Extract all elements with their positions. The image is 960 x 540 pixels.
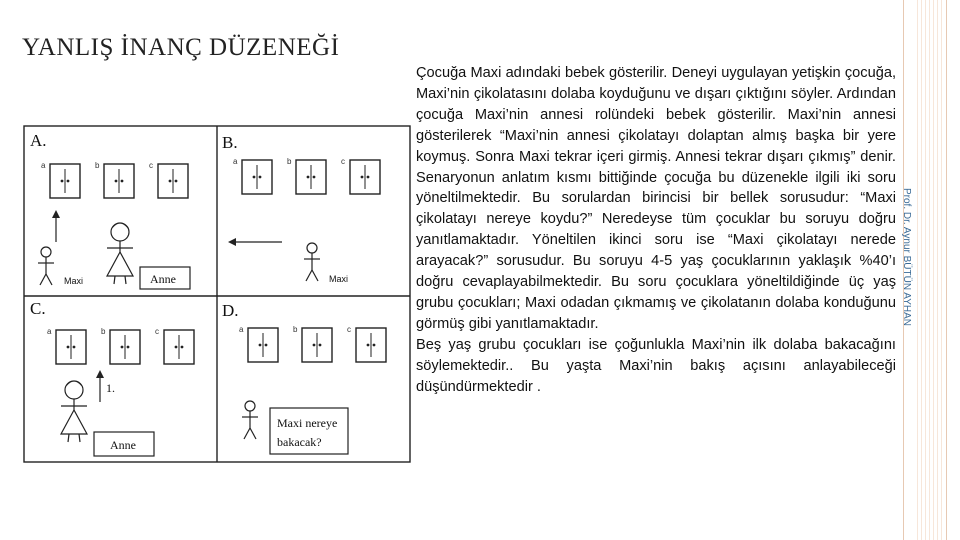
cupboard-label-a: a: [233, 157, 238, 166]
decor-rail-line-right: [946, 0, 947, 540]
slide-title: YANLIŞ İNANÇ DÜZENEĞİ: [22, 34, 340, 61]
arrow-up-icon: [96, 370, 104, 378]
cupboard-label-b: b: [287, 157, 292, 166]
author-vertical: [894, 188, 912, 354]
panel-label-c: C.: [30, 299, 46, 318]
label-anne-a: Anne: [150, 272, 176, 286]
cupboard-label-a: a: [47, 327, 52, 336]
cupboard-label-a: a: [239, 325, 244, 334]
arrow-up-icon: [52, 210, 60, 218]
label-maxi-a: Maxi: [64, 276, 84, 286]
question-line-2: bakacak?: [277, 435, 322, 449]
cupboard-label-c: c: [341, 157, 345, 166]
label-maxi-b: Maxi: [329, 274, 349, 284]
cupboard-icon: [350, 160, 380, 194]
cupboard-label-c: c: [347, 325, 351, 334]
cupboard-label-a: a: [41, 161, 46, 170]
maxi-figure-icon: [304, 243, 320, 281]
cupboard-icon: [356, 328, 386, 362]
cupboard-icon: [164, 330, 194, 364]
body-paragraph-1: Çocuğa Maxi adındaki bebek gösterilir. Deneyi uygulayan yetişkin çocuğa, Maxi’nin çikolatasını dolaba koyduğunu ve dışarı çıktığını söyler. Ardından çocuğa Maxi’nin annesi rolündeki bebek gösterilir. Maxi’nin annesi gösterilerek “Maxi’nin annesi çikolatayı dolaptan almış başka bir yere koymuş. Sonra Maxi tekrar içeri girmiş. Annesi tekrar dışarı çıkmış” denir. Senaryonun anlatım kısmı bittiğinde çocuğa bu düzenekle ilgili iki soru yöneltilmektedir. Bu sorulardan birincisi bir bellek sorusudur: “Maxi çikolatayı nereye koydu?” Neredeyse tüm çocuklar bu soruyu doğru yanıtlamaktadır. Yöneltilen ikinci soru ise “Maxi çikolatayı nerede arayacak?” sorusudur. Bu soruyu 4-5 yaş çocuklarının yaklaşık %40’ı doğru cevaplayabilmektedir. Bu soru çocuklara yöneltildiğinde üç yaş grubu çocukları; Maxi odadan çıkmamış ve çikolatanın dolaba konduğunu görmüş gibi yanıtlamaktadır.: [416, 65, 896, 332]
body-paragraph-2: Beş yaş grubu çocukları ise çoğunlukla Maxi’nin ilk dolaba bakacağını söylemektedir.. Bu yaşta Maxi’nin bakış açısını anlayabileceği düşündürmektedir .: [416, 336, 896, 395]
panel-a: [38, 161, 190, 289]
cupboard-icon: [248, 328, 278, 362]
mother-figure-icon: [107, 223, 133, 284]
maxi-figure-icon: [38, 247, 54, 285]
cupboard-icon: [110, 330, 140, 364]
cupboard-icon: [158, 164, 188, 198]
cupboard-icon: [56, 330, 86, 364]
panel-label-d: D.: [222, 301, 239, 320]
cupboard-icon: [302, 328, 332, 362]
body-text: [416, 63, 896, 398]
cupboard-label-b: b: [101, 327, 106, 336]
decor-rail-band: [917, 0, 943, 540]
question-line-1: Maxi nereye: [277, 416, 338, 430]
arrow-left-icon: [228, 238, 236, 246]
panel-c: [47, 327, 194, 456]
panel-b: [228, 157, 380, 284]
cupboard-label-c: c: [149, 161, 153, 170]
panel-label-a: A.: [30, 131, 47, 150]
cupboard-label-c: c: [155, 327, 159, 336]
cupboard-label-b: b: [95, 161, 100, 170]
false-belief-figure: [22, 124, 412, 464]
maxi-figure-icon: [242, 401, 258, 439]
panel-d: [239, 325, 386, 454]
cupboard-icon: [50, 164, 80, 198]
cupboard-icon: [104, 164, 134, 198]
label-step-c: 1.: [106, 381, 115, 395]
label-anne-c: Anne: [110, 438, 136, 452]
panel-label-b: B.: [222, 133, 238, 152]
author-vertical-text: Prof. Dr. Aynur BÜTÜN AYHAN: [901, 188, 912, 327]
cupboard-icon: [242, 160, 272, 194]
cupboard-icon: [296, 160, 326, 194]
cupboard-label-b: b: [293, 325, 298, 334]
mother-figure-icon: [61, 381, 87, 442]
